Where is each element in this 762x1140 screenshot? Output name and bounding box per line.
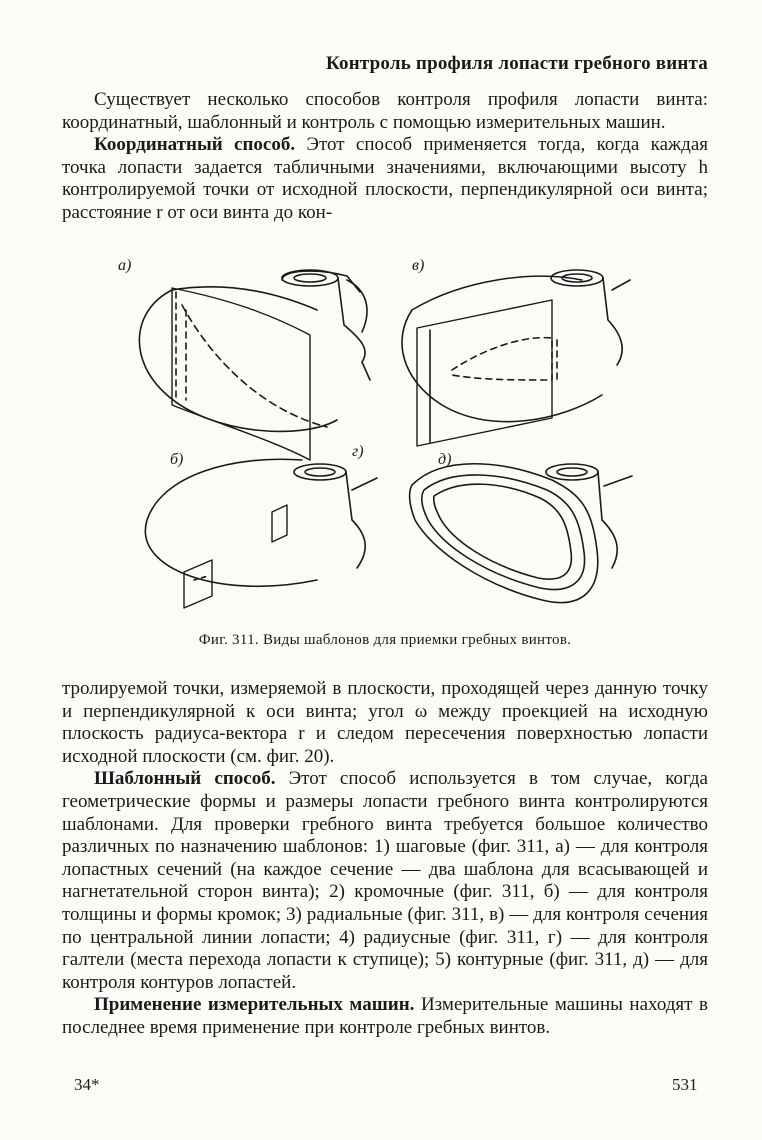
paragraph-lead: Координатный способ.: [94, 134, 296, 156]
label-a: а): [118, 257, 132, 274]
figure-311-drawing: [112, 250, 652, 622]
figure-caption: Фиг. 311. Виды шаблонов для приемки гребных винтов.: [198, 632, 572, 648]
footer-signature: 34*: [74, 1075, 100, 1094]
paragraph-body: Этот способ применяется тогда, когда каждая точка лопасти задается табличными значениями, включающими высоту h контролируемой точки от исходной плоскости, перпендикулярной оси винта; расстояние r от оси винта до кон-: [62, 134, 708, 223]
paragraph-continuation: [62, 678, 708, 768]
label-g: г): [352, 443, 364, 460]
panel-labels: [118, 257, 451, 468]
page-number: 531: [672, 1075, 698, 1094]
panel-b-edge-template: [145, 459, 377, 608]
paragraph-lead: Применение измерительных машин.: [94, 994, 415, 1016]
panel-v-radial-template: [402, 270, 630, 446]
paragraph-template-method: [62, 768, 708, 994]
label-d: д): [438, 451, 452, 468]
text-block-bottom: [62, 678, 708, 1040]
paragraph-measuring-machines: [62, 994, 708, 1039]
label-b: б): [170, 451, 184, 468]
paragraph-body: Существует несколько способов контроля профиля лопасти винта: координатный, шаблонный и контроль с помощью измерительных машин.: [62, 89, 708, 133]
panel-a-pitch-template: [139, 270, 370, 460]
paragraph-body: Измерительные машины находят в последнее время применение при контроле гребных винтов.: [62, 994, 708, 1038]
page-heading: Контроль профиля лопасти гребного винта: [326, 53, 708, 74]
panel-d-contour-template: [410, 464, 632, 603]
paragraph-coordinate-method: [62, 134, 708, 224]
paragraph-intro: [62, 89, 708, 134]
paragraph-body: тролируемой точки, измеряемой в плоскости, проходящей через данную точку и перпендикулярной к оси винта; угол ω между проекцией на исходную плоскость радиуса-вектора r и следом пересечения поверхностью лопасти исходной плоскости (см. фиг. 20).: [62, 678, 708, 767]
paragraph-body: Этот способ используется в том случае, когда геометрические формы и размеры лопасти гребного винта контролируются шаблонами. Для проверки гребного винта требуется большое количество различных по назначению шаблонов: 1) шаговые (фиг. 311, а) — для контроля лопастных сечений (на каждое сечение — два шаблона для всасывающей и нагнетательной сторон винта); 2) кромочные (фиг. 311, б) — для контроля толщины и формы кромок; 3) радиальные (фиг. 311, в) — для контроля сечения по центральной линии лопасти; 4) радиусные (фиг. 311, г) — для контроля галтели (места перехода лопасти к ступице); 5) контурные (фиг. 311, д) — для контроля контуров лопастей.: [62, 768, 708, 993]
paragraph-lead: Шаблонный способ.: [94, 768, 276, 790]
label-v: в): [412, 257, 425, 274]
text-block-top: [62, 89, 708, 225]
figure-311: [112, 250, 652, 622]
